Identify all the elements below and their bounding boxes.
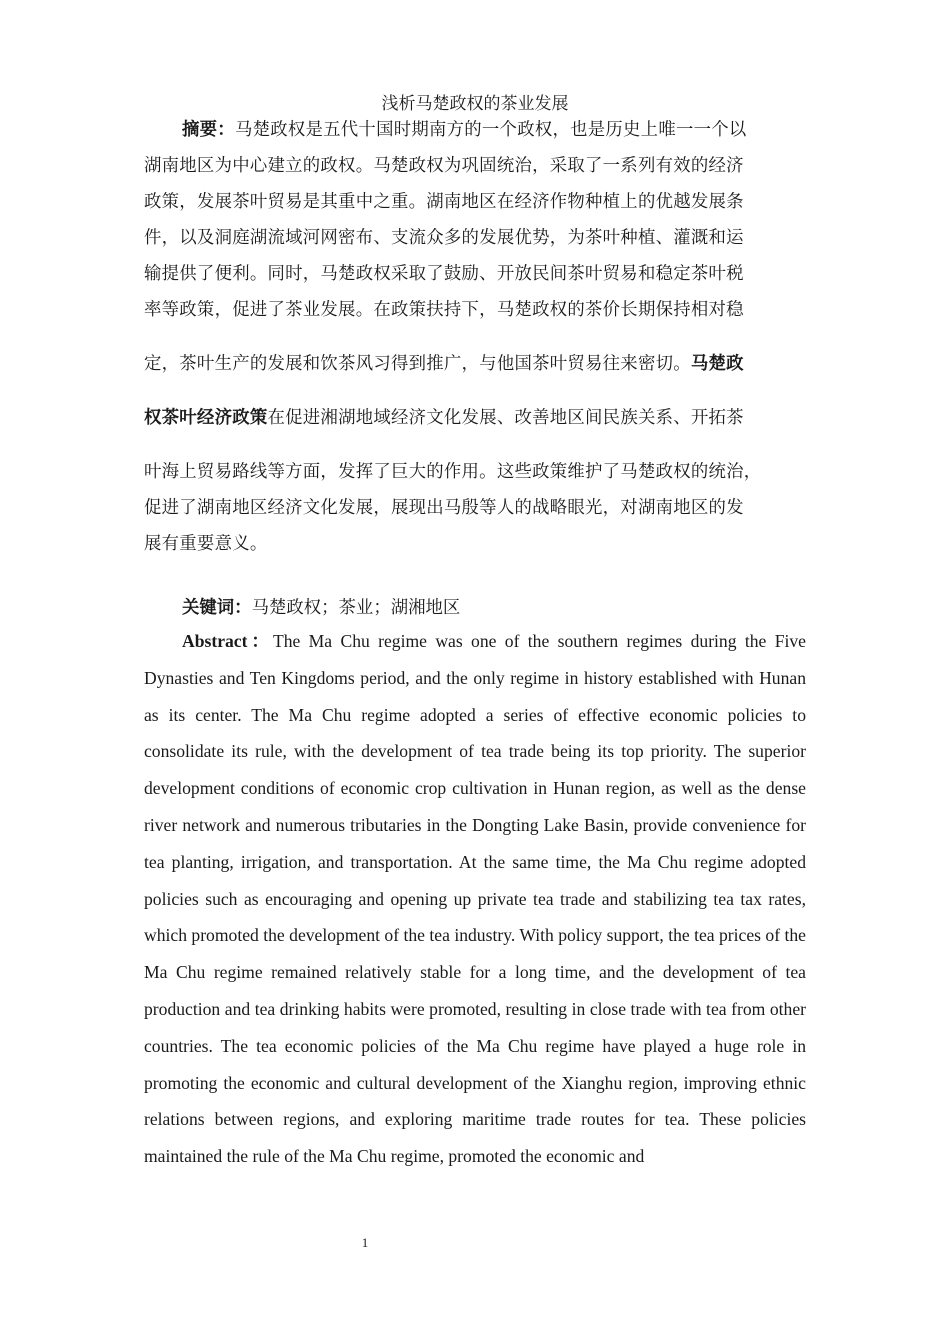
paper-title: 浅析马楚政权的茶业发展 (381, 94, 569, 114)
abstract-line: 权茶叶经济政策在促进湘湖地域经济文化发展、改善地区间民族关系、开拓茶 (144, 408, 744, 428)
abstract-line: 湖南地区为中心建立的政权。马楚政权为巩固统治，采取了一系列有效的经济 (144, 156, 744, 176)
bold-keyphrase: 权茶叶经济政策 (144, 408, 268, 428)
abstract-line: 定，茶叶生产的发展和饮茶风习得到推广，与他国茶叶贸易往来密切。马楚政 (144, 354, 744, 374)
keywords-line (182, 590, 460, 626)
bold-keyphrase: 马楚政 (690, 354, 744, 374)
page-number: 1 (361, 1235, 369, 1250)
keywords-text: 马楚政权；茶业；湖湘地区 (251, 598, 461, 618)
abstract-label: 摘要： (182, 120, 235, 140)
chinese-abstract (144, 112, 804, 562)
abstract-line: 政策，发展茶叶贸易是其重中之重。湖南地区在经济作物种植上的优越发展条 (144, 192, 744, 212)
abstract-line: 件，以及洞庭湖流域河网密布、支流众多的发展优势，为茶叶种植、灌溉和运 (144, 228, 744, 248)
abstract-line: 叶海上贸易路线等方面，发挥了巨大的作用。这些政策维护了马楚政权的统治， (144, 462, 762, 482)
abstract-en-text: The Ma Chu regime was one of the southern regimes during the Five Dynasties and Ten Kingdoms period, and the only regime in history established with Hunan as its center. The Ma Chu regime adopted a series of effective economic policies to consolidate its rule, with the development of tea trade being its top priority. The superior development conditions of economic crop cultivation in Hunan region, as well as the dense river network and numerous tributaries in the Dongting Lake Basin, provide convenience for tea planting, irrigation, and transportation. At the same time, the Ma Chu regime adopted policies such as encouraging and opening up private tea trade and stabilizing tea tax rates, which promoted the development of the tea industry. With policy support, the tea prices of the Ma Chu regime remained relatively stable for a long time, and the development of tea production and tea drinking habits were promoted, resulting in close trade with tea from other countries. The tea economic policies of the Ma Chu regime have played a huge role in promoting the economic and cultural development of the Xianghu region, improving ethnic relations between regions, and exploring maritime trade routes for tea. These policies maintained the rule of the Ma Chu regime, promoted the economic and (144, 631, 806, 1167)
english-abstract (144, 623, 806, 1175)
abstract-line: 率等政策，促进了茶业发展。在政策扶持下，马楚政权的茶价长期保持相对稳 (144, 300, 744, 320)
abstract-en-label: Abstract： (182, 631, 273, 651)
abstract-line: 促进了湖南地区经济文化发展，展现出马殷等人的战略眼光，对湖南地区的发 (144, 498, 744, 518)
abstract-line: 输提供了便利。同时，马楚政权采取了鼓励、开放民间茶叶贸易和稳定茶叶税 (144, 264, 744, 284)
abstract-line: 摘要：马楚政权是五代十国时期南方的一个政权，也是历史上唯一一个以 (182, 120, 747, 140)
abstract-line: 展有重要意义。 (144, 534, 268, 554)
keywords-label: 关键词： (182, 598, 252, 618)
